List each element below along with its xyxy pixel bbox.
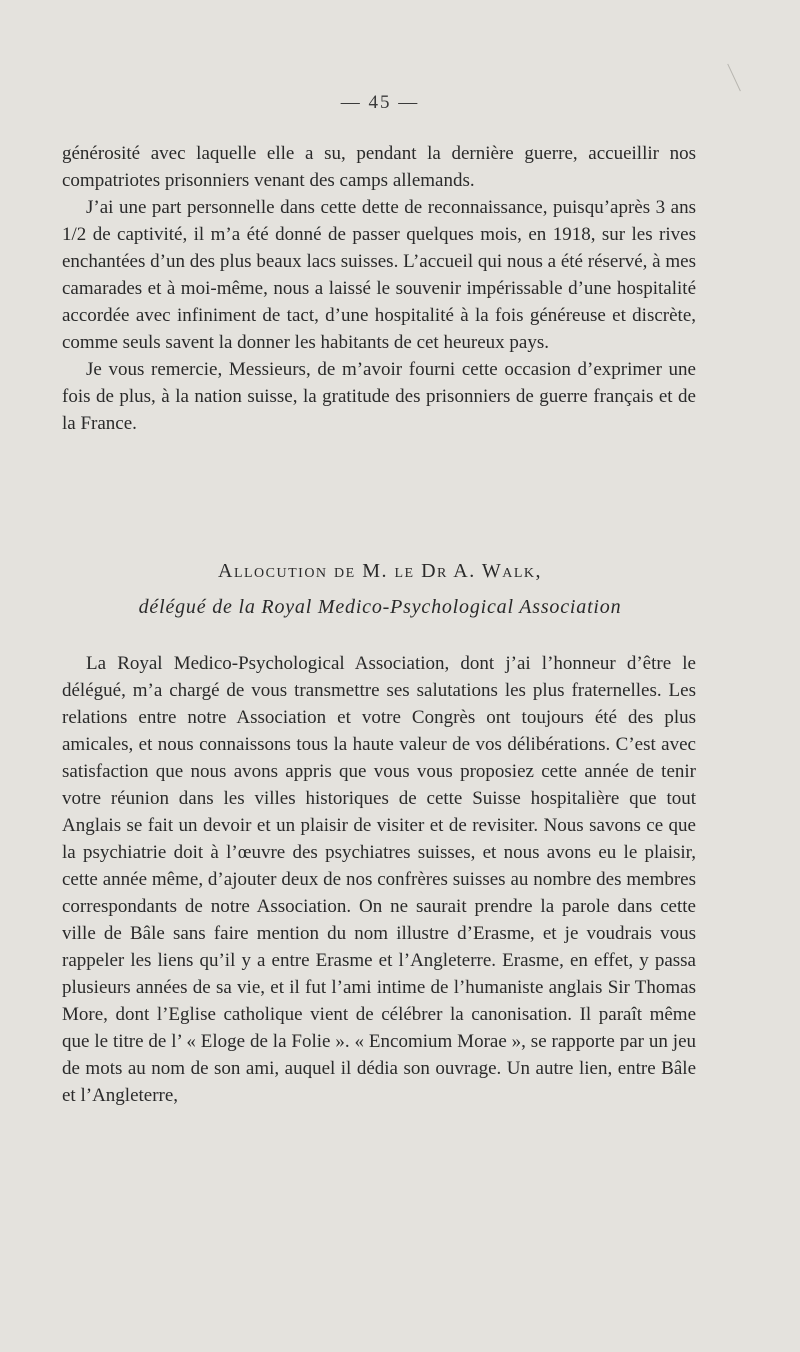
section-2-body: [62, 650, 696, 1109]
section-2-subtitle: délégué de la Royal Medico-Psychological Association: [138, 596, 622, 618]
margin-mark: [727, 59, 751, 92]
section-1-body: [62, 140, 696, 437]
paragraph-3: Je vous remercie, Messieurs, de m’avoir fourni cette occasion d’exprimer une fois de plus, à la nation suisse, la gratitude des prisonniers de guerre français et de la France.: [62, 359, 696, 434]
section-2-title: Allocution de M. le Dr A. Walk,: [218, 560, 542, 582]
page-number: — 45 —: [340, 92, 420, 113]
paragraph-4: La Royal Medico-Psychological Association, dont j’ai l’honneur d’être le délégué, m’a chargé de vous transmettre ses salutations les plus fraternelles. Les relations entre notre Association et votre Congrès ont toujours été des plus amicales, et nous connaissons tous la haute valeur de vos délibérations. C’est avec satisfaction que nous avons appris que vous vous proposiez cette année de tenir votre réunion dans les villes historiques de cette Suisse hospitalière que tout Anglais se fait un devoir et un plaisir de visiter et de revisiter. Nous savons ce que la psychiatrie doit à l’œuvre des psychiatres suisses, et nous avons eu le plaisir, cette année même, d’ajouter deux de nos confrères suisses au nombre des membres correspondants de notre Association. On ne saurait prendre la parole dans cette ville de Bâle sans faire mention du nom illustre d’Erasme, et je voudrais vous rappeler les liens qu’il y a entre Erasme et l’Angleterre. Erasme, en effet, y passa plusieurs années de sa vie, et il fut l’ami intime de l’humaniste anglais Sir Thomas More, dont l’Eglise catholique vient de célébrer la canonisation. Il paraît même que le titre de l’ « Eloge de la Folie ». « Encomium Morae », se rapporte par un jeu de mots au nom de son ami, auquel il dédia son ouvrage. Un autre lien, entre Bâle et l’Angleterre,: [62, 653, 696, 1106]
paragraph-2: J’ai une part personnelle dans cette dette de reconnaissance, puisqu’après 3 ans 1/2 de captivité, il m’a été donné de passer quelques mois, en 1918, sur les rives enchantées d’un des plus beaux lacs suisses. L’accueil qui nous a été réservé, à mes camarades et à moi-même, nous a laissé le souvenir impérissable d’une hospitalité accordée avec infiniment de tact, d’une hospitalité à la fois généreuse et discrète, comme seuls savent la donner les habitants de cet heureux pays.: [62, 197, 696, 353]
paragraph-1: générosité avec laquelle elle a su, pendant la dernière guerre, accueillir nos compatriotes prisonniers venant des camps allemands.: [62, 143, 696, 191]
